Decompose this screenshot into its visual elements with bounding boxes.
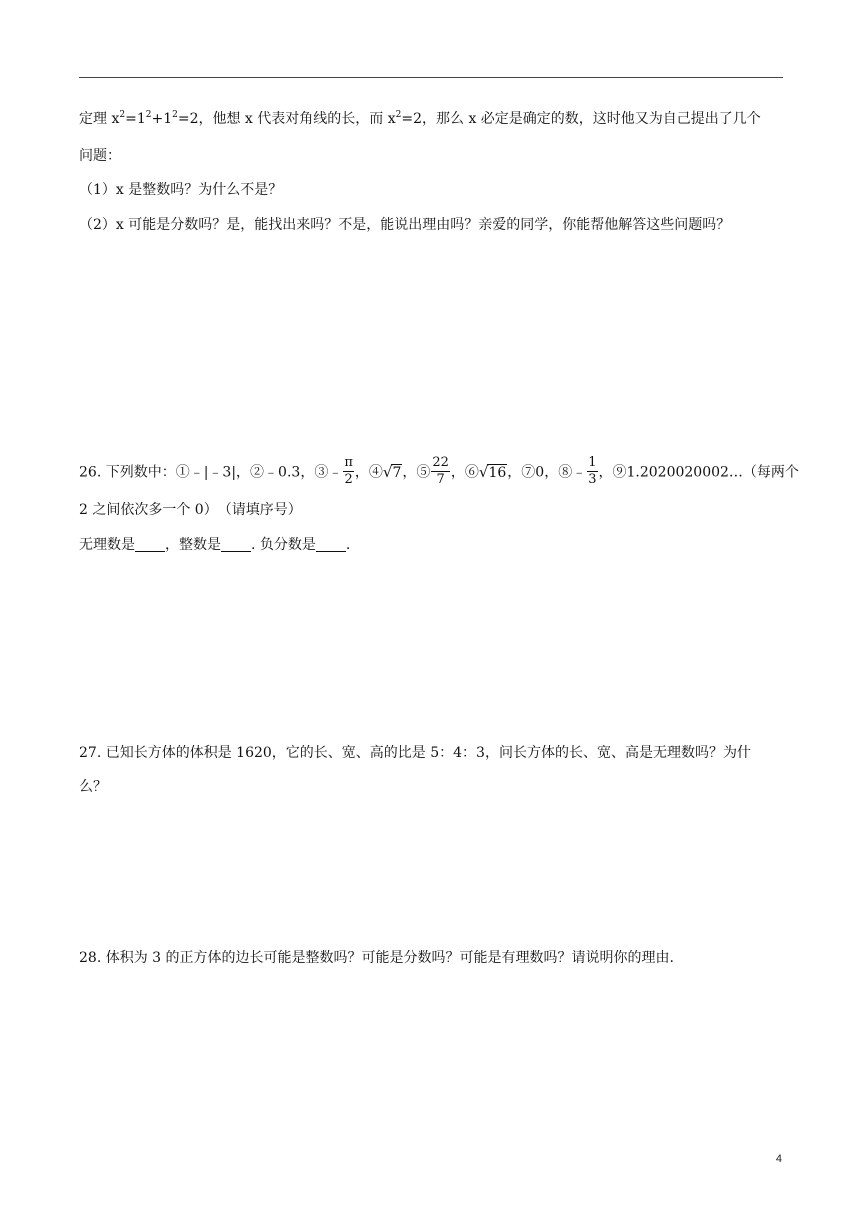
radical-sign-icon: √ [478,462,489,481]
q26-fraction-22-over-7 [431,455,450,488]
q25-subquestion-2: （2）x 可能是分数吗？是，能找出来吗？不是，能说出理由吗？亲爱的同学，你能帮他解答这些问题吗？ [79,217,731,233]
fraction-denominator: 2 [344,472,353,487]
q28-line-1: 28. 体积为 3 的正方体的边长可能是整数吗？可能是分数吗？可能是有理数吗？请说明你的理由. [79,950,674,966]
q25-text-d: =2，他想 x 代表对角线的长，而 x [177,111,396,127]
fraction-numerator: 22 [432,455,449,470]
q27-line-1: 27. 已知长方体的体积是 1620，它的长、宽、高的比是 5：4：3，问长方体的长、宽、高是无理数吗？为什 [79,745,751,761]
q25-text-b: =1 [125,111,146,127]
radicand: 16 [488,464,507,481]
q26-sqrt-7 [383,462,402,483]
fraction-numerator: 1 [588,455,597,470]
q26-intro: 26. 下列数中：①﹣|﹣3|，②﹣0.3，③﹣ [79,464,343,481]
fraction-denominator: 3 [588,472,597,487]
q26-sqrt-16 [479,462,507,483]
q25-subquestion-1: （1）x 是整数吗？为什么不是？ [79,182,283,198]
q26-seg-9: ，⑨1.2020020002…（每两个 [598,464,799,481]
irrational-answer-blank[interactable] [135,537,165,552]
q26-answer-line [79,535,350,555]
line-end-period: . [345,537,351,553]
radicand: 7 [392,464,402,481]
integer-answer-blank[interactable] [221,537,251,552]
q26-seg-7: ，⑦0，⑧﹣ [507,464,587,481]
q25-text-e: =2，那么 x 必定是确定的数，这时他又为自己提出了几个 [401,111,761,127]
header-rule [79,77,783,78]
q25-sup-4: 2 [395,110,402,120]
q25-sup-1: 2 [119,110,126,120]
q26-seg-5: ，⑤ [402,464,431,481]
q26-fraction-pi-over-2 [343,455,354,488]
q25-sup-2: 2 [145,110,152,120]
radical-sign-icon: √ [382,462,393,481]
q25-text-c: +1 [151,111,173,127]
q25-sup-3: 2 [172,110,178,120]
q27-line-2: 么？ [79,779,107,795]
q26-line-1 [79,456,799,489]
q25-text-a: 定理 x [79,111,120,127]
negative-fraction-label: . 负分数是 [251,537,316,553]
q26-line-2: 2 之间依次多一个 0） （请填序号） [79,502,302,518]
q25-line-2: 问题： [79,148,121,164]
integer-label: ，整数是 [165,537,221,553]
fraction-numerator: π [344,455,353,470]
q25-line-1 [79,109,761,129]
fraction-denominator: 7 [436,472,445,487]
q26-seg-6: ，⑥ [450,464,479,481]
irrational-label: 无理数是 [79,537,135,553]
q26-seg-4: ，④ [354,464,383,481]
negative-fraction-answer-blank[interactable] [316,537,346,552]
page-number: 4 [775,1153,782,1165]
q26-fraction-1-over-3 [587,455,597,488]
